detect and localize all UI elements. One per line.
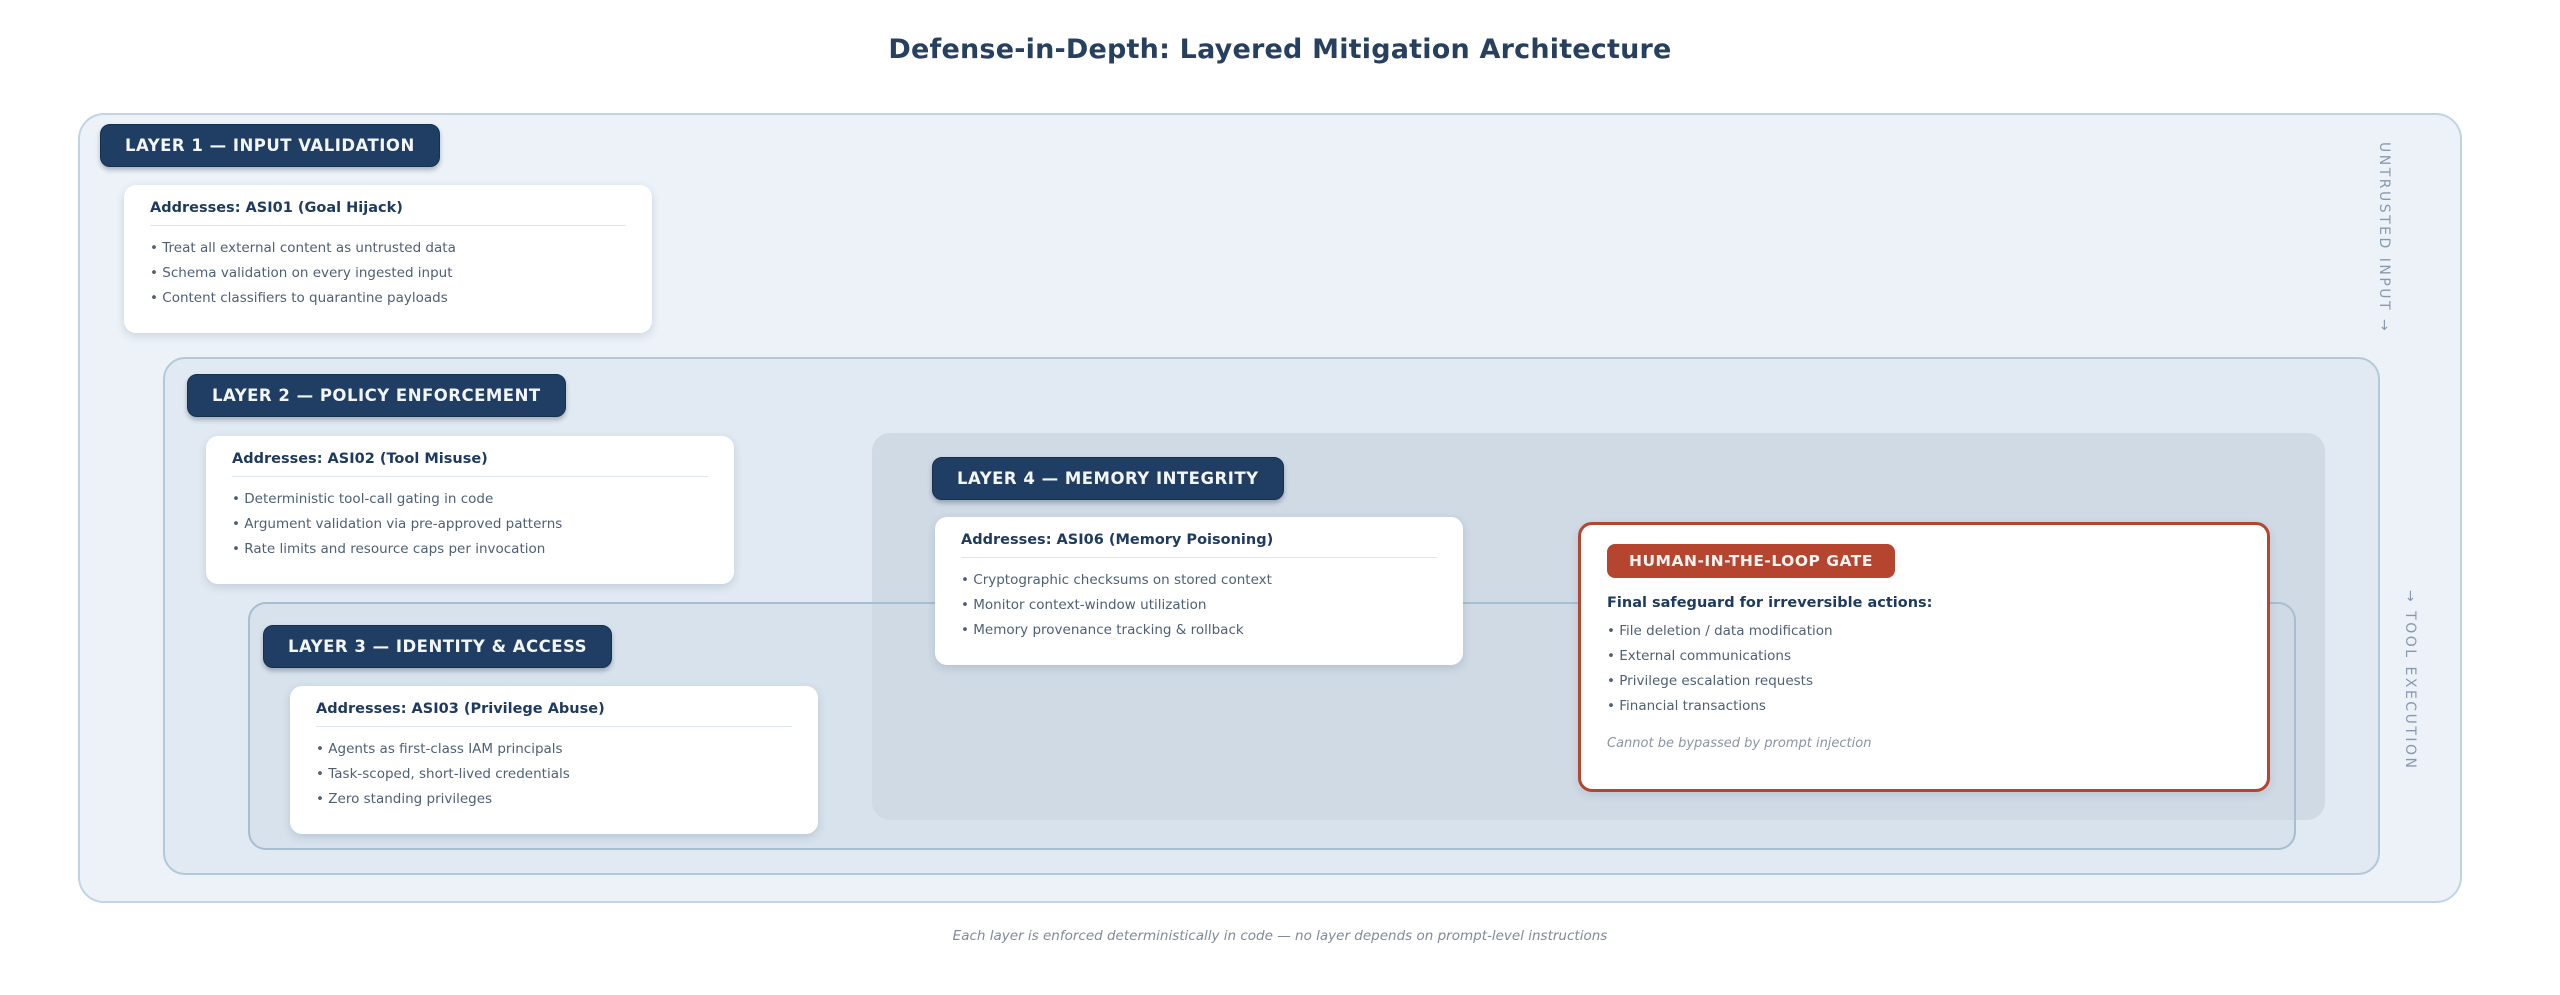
bullet-item <box>316 787 792 812</box>
heading-divider <box>150 225 626 226</box>
bullet-text: Agents as first-class IAM principals <box>328 741 563 757</box>
bullet-item <box>961 568 1437 593</box>
heading-divider <box>961 557 1437 558</box>
bullet-item <box>316 762 792 787</box>
hitl-gate-heading: Final safeguard for irreversible actions: <box>1607 595 1933 611</box>
layer-2-card-heading: Addresses: ASI02 (Tool Misuse) <box>232 451 488 467</box>
layer-3-badge: LAYER 3 — IDENTITY & ACCESS <box>263 625 612 668</box>
hitl-gate-badge: HUMAN-IN-THE-LOOP GATE <box>1607 544 1895 578</box>
layer-2-card <box>206 436 734 584</box>
page-title: Defense-in-Depth: Layered Mitigation Architecture <box>888 34 1672 65</box>
bullet-text: Argument validation via pre-approved patterns <box>244 516 563 532</box>
bullet-item <box>961 593 1437 618</box>
bullet-text: External communications <box>1619 648 1792 664</box>
heading-divider <box>232 476 708 477</box>
bullet-item <box>150 261 626 286</box>
bullet-text: Cryptographic checksums on stored context <box>973 572 1272 588</box>
heading-divider <box>316 726 792 727</box>
bullet-text: Schema validation on every ingested input <box>162 265 453 281</box>
bullet-item <box>1607 644 2241 669</box>
hitl-gate-note: Cannot be bypassed by prompt injection <box>1607 736 1872 751</box>
untrusted-input-flow-label: UNTRUSTED INPUT → <box>2376 142 2392 334</box>
layer-3-card-heading: Addresses: ASI03 (Privilege Abuse) <box>316 701 605 717</box>
bullet-text: Deterministic tool-call gating in code <box>244 491 494 507</box>
bullet-item <box>150 236 626 261</box>
bullet-text: Content classifiers to quarantine payloads <box>162 290 448 306</box>
bullet-item <box>150 286 626 311</box>
bullet-text: Task-scoped, short-lived credentials <box>328 766 570 782</box>
layer-4-card <box>935 517 1463 665</box>
bullet-item <box>1607 669 2241 694</box>
layer-1-card <box>124 185 652 333</box>
bullet-text: Zero standing privileges <box>328 791 493 807</box>
bullet-text: Rate limits and resource caps per invocation <box>244 541 546 557</box>
hitl-gate-card <box>1578 522 2270 792</box>
tool-execution-flow-label: → TOOL EXECUTION <box>2402 590 2418 771</box>
bullet-item <box>232 537 708 562</box>
bullet-item <box>232 487 708 512</box>
bullet-text: Financial transactions <box>1619 698 1766 714</box>
layer-4-card-heading: Addresses: ASI06 (Memory Poisoning) <box>961 532 1274 548</box>
bullet-item <box>961 618 1437 643</box>
bullet-text: Memory provenance tracking & rollback <box>973 622 1244 638</box>
bullet-item <box>1607 694 2241 719</box>
footer-caption: Each layer is enforced deterministically in code — no layer depends on prompt-level instructions <box>952 928 1608 944</box>
bullet-text: Monitor context-window utilization <box>973 597 1207 613</box>
layer-3-card <box>290 686 818 834</box>
bullet-item <box>232 512 708 537</box>
bullet-text: File deletion / data modification <box>1619 623 1833 639</box>
bullet-text: Privilege escalation requests <box>1619 673 1813 689</box>
bullet-item <box>1607 619 2241 644</box>
bullet-text: Treat all external content as untrusted data <box>162 240 456 256</box>
layer-2-badge: LAYER 2 — POLICY ENFORCEMENT <box>187 374 566 417</box>
layer-1-card-heading: Addresses: ASI01 (Goal Hijack) <box>150 200 403 216</box>
bullet-item <box>316 737 792 762</box>
layer-4-badge: LAYER 4 — MEMORY INTEGRITY <box>932 457 1284 500</box>
layer-1-badge: LAYER 1 — INPUT VALIDATION <box>100 124 440 167</box>
